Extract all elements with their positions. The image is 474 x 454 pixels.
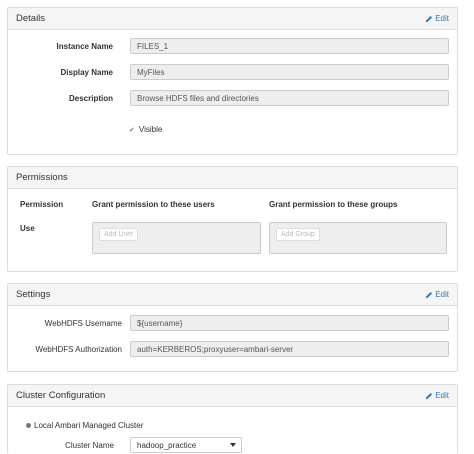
settings-panel [7,283,458,372]
details-panel-header [8,8,457,30]
display-name-label: Display Name [60,68,113,77]
permissions-panel [7,166,458,272]
details-panel [7,7,458,155]
pencil-icon [425,291,433,299]
details-edit-button[interactable] [425,14,449,23]
checkmark-icon: ✔ [129,126,135,134]
cluster-edit-label: Edit [435,391,449,400]
cluster-name-value: hadoop_practice [137,441,197,450]
visible-checkbox[interactable] [129,125,162,134]
description-label: Description [68,94,113,103]
cluster-title: Cluster Configuration [16,390,106,401]
groups-input-box[interactable] [269,222,447,254]
webhdfs-auth-field[interactable]: auth=KERBEROS;proxyuser=ambari-server [130,341,449,357]
pencil-icon [425,15,433,23]
cluster-panel-header [8,385,457,407]
users-column-header: Grant permission to these users [92,200,215,209]
cluster-name-label: Cluster Name [65,441,114,450]
instance-name-field[interactable]: FILES_1 [130,38,449,54]
users-input-box[interactable] [92,222,261,254]
settings-edit-label: Edit [435,290,449,299]
permission-column-header: Permission [20,200,64,209]
settings-panel-header [8,284,457,306]
permissions-title: Permissions [16,172,68,183]
local-cluster-label: Local Ambari Managed Cluster [34,421,144,430]
instance-name-label: Instance Name [56,42,113,51]
details-title: Details [16,13,46,24]
settings-edit-button[interactable] [425,290,449,299]
add-user-input[interactable]: Add User [99,228,138,241]
groups-column-header: Grant permission to these groups [269,200,398,209]
cluster-edit-button[interactable] [425,391,449,400]
local-cluster-radio[interactable] [26,421,143,430]
use-permission-label: Use [20,224,35,233]
radio-selected-icon [26,423,31,428]
permissions-panel-header [8,167,457,189]
webhdfs-username-label: WebHDFS Username [44,319,122,328]
details-edit-label: Edit [435,14,449,23]
webhdfs-auth-label: WebHDFS Authorization [35,345,122,354]
webhdfs-username-field[interactable]: ${username} [130,315,449,331]
cluster-name-select[interactable] [130,437,242,453]
chevron-down-icon [230,443,236,447]
pencil-icon [425,392,433,400]
visible-label: Visible [138,125,163,134]
add-group-input[interactable]: Add Group [276,228,320,241]
display-name-field[interactable]: MyFiles [130,64,449,80]
cluster-panel [7,384,458,454]
description-field[interactable]: Browse HDFS files and directories [130,90,449,106]
settings-title: Settings [16,289,51,300]
